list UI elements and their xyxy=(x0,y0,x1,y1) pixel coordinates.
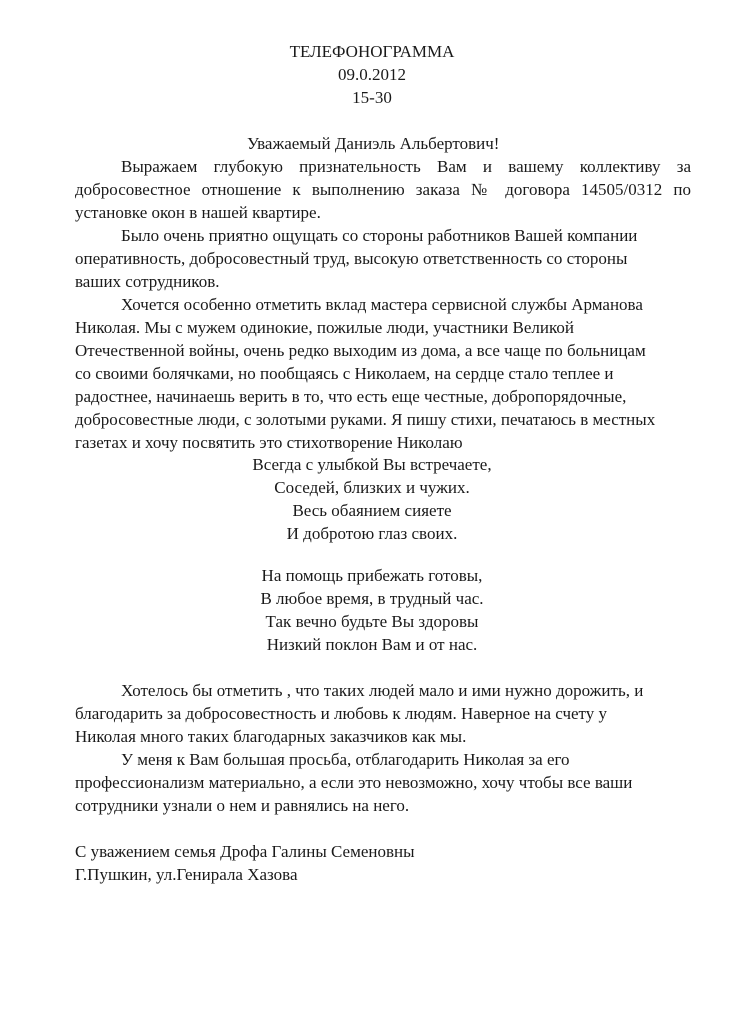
para2-line: Было очень приятно ощущать со стороны работников Вашей компании xyxy=(121,226,638,245)
para5-line: сотрудники узнали о нем и равнялись на него. xyxy=(75,796,410,815)
para1-line: установке окон в нашей квартире. xyxy=(75,203,321,222)
document-time: 15-30 xyxy=(352,88,392,107)
document-title: ТЕЛЕФОНОГРАММА xyxy=(289,42,455,61)
para3-line: газетах и хочу посвятить это стихотворение Николаю xyxy=(75,433,463,452)
poem-line: Низкий поклон Вам и от нас. xyxy=(266,635,478,654)
para3-line: радостнее, начинаешь верить в то, что есть еще честные, добропорядочные, xyxy=(75,387,627,406)
poem-line: Весь обаянием сияете xyxy=(292,501,452,520)
para5-line: профессионализм материально, а если это невозможно, хочу чтобы все ваши xyxy=(75,773,633,792)
para4-line: благодарить за добросовестность и любовь к людям. Наверное на счету у xyxy=(75,704,607,723)
para3-line: Отечественной войны, очень редко выходим из дома, а все чаще по больницам xyxy=(75,341,646,360)
para3-line: со своими болячками, но пообщаясь с Николаем, на сердце стало теплее и xyxy=(75,364,614,383)
para1-line: добросовестное отношение к выполнению заказа № договора 14505/0312 по xyxy=(75,180,691,199)
para4-line: Хотелось бы отметить , что таких людей мало и ими нужно дорожить, и xyxy=(121,681,644,700)
para1-line: Выражаем глубокую признательность Вам и вашему коллективу за xyxy=(121,157,691,176)
poem-line: Так вечно будьте Вы здоровы xyxy=(265,612,479,631)
poem-line: В любое время, в трудный час. xyxy=(260,589,484,608)
para3-line: Николая. Мы с мужем одинокие, пожилые люди, участники Великой xyxy=(75,318,574,337)
para3-line: Хочется особенно отметить вклад мастера сервисной службы Арманова xyxy=(121,295,643,314)
para2-line: ваших сотрудников. xyxy=(75,272,220,291)
document-date: 09.0.2012 xyxy=(338,65,406,84)
poem-line: На помощь прибежать готовы, xyxy=(261,566,483,585)
signature-line: С уважением семья Дрофа Галины Семеновны xyxy=(75,842,415,861)
para5-line: У меня к Вам большая просьба, отблагодарить Николая за его xyxy=(121,750,570,769)
poem-line: И добротою глаз своих. xyxy=(286,524,458,543)
para3-line: добросовестные люди, с золотыми руками. Я пишу стихи, печатаюсь в местных xyxy=(75,410,656,429)
para4-line: Николая много таких благодарных заказчиков как мы. xyxy=(75,727,467,746)
poem-line: Соседей, близких и чужих. xyxy=(274,478,470,497)
signature-address: Г.Пушкин, ул.Генирала Хазова xyxy=(75,865,298,884)
poem-line: Всегда с улыбкой Вы встречаете, xyxy=(252,455,492,474)
para2-line: оперативность, добросовестный труд, высокую ответственность со стороны xyxy=(75,249,628,268)
salutation: Уважаемый Даниэль Альбертович! xyxy=(247,134,500,153)
